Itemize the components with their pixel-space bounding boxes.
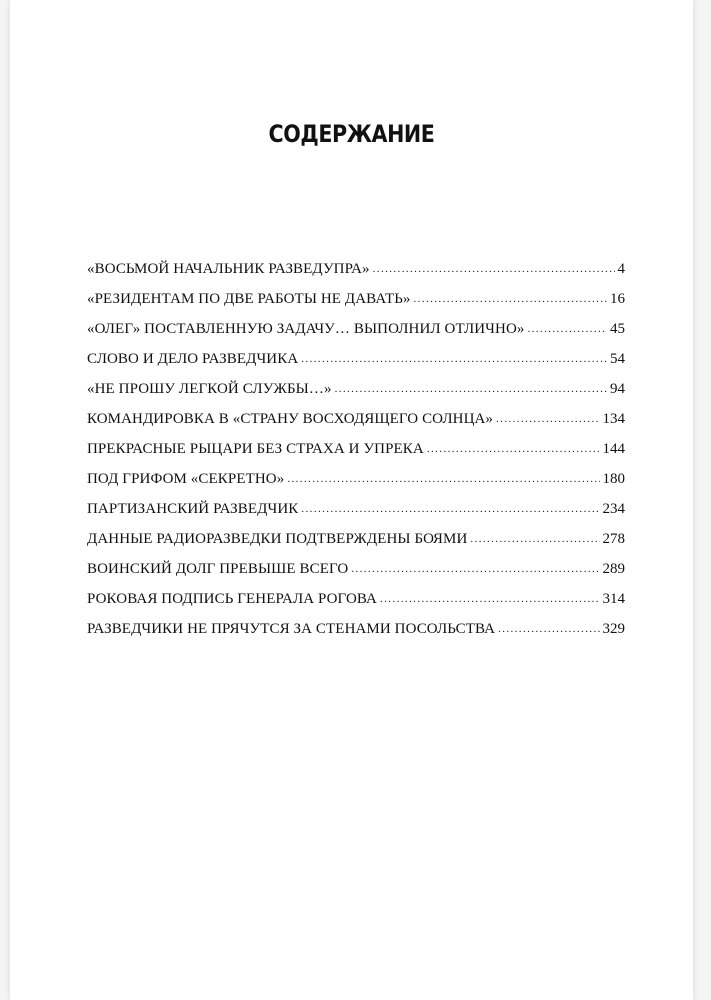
- toc-entry-title: «ВОСЬМОЙ НАЧАЛЬНИК РАЗВЕДУПРА»: [87, 261, 370, 277]
- toc-entry: [87, 411, 625, 441]
- toc-entry-title: ПАРТИЗАНСКИЙ РАЗВЕДЧИК: [87, 501, 299, 517]
- toc-entry: [87, 621, 625, 651]
- toc-entry-page: 278: [602, 531, 625, 547]
- toc-entry: [87, 591, 625, 621]
- toc-entry-title: ПОД ГРИФОМ «СЕКРЕТНО»: [87, 471, 285, 487]
- toc-leader-dots: [373, 263, 615, 275]
- toc-entry-title: СЛОВО И ДЕЛО РАЗВЕДЧИКА: [87, 351, 299, 367]
- toc-leader-dots: [335, 383, 607, 395]
- toc-entry: [87, 351, 625, 381]
- toc-entry-title: «ОЛЕГ» ПОСТАВЛЕННУЮ ЗАДАЧУ… ВЫПОЛНИЛ ОТЛИЧНО»: [87, 321, 525, 337]
- toc-leader-dots: [287, 473, 599, 485]
- toc-leader-dots: [414, 293, 607, 305]
- toc-entry-title: ВОИНСКИЙ ДОЛГ ПРЕВЫШЕ ВСЕГО: [87, 561, 349, 577]
- toc-leader-dots: [470, 533, 599, 545]
- toc-leader-dots: [496, 413, 599, 425]
- toc-leader-dots: [301, 353, 607, 365]
- toc-entry: [87, 441, 625, 471]
- toc-entry-page: 94: [610, 381, 625, 397]
- toc-entry-page: 289: [602, 561, 625, 577]
- toc-leader-dots: [351, 563, 599, 575]
- toc-entry: [87, 321, 625, 351]
- toc-entry-title: «РЕЗИДЕНТАМ ПО ДВЕ РАБОТЫ НЕ ДАВАТЬ»: [87, 291, 411, 307]
- toc-entry-title: ПРЕКРАСНЫЕ РЫЦАРИ БЕЗ СТРАХА И УПРЕКА: [87, 441, 424, 457]
- toc-entry-page: 134: [602, 411, 625, 427]
- toc-entry-page: 314: [602, 591, 625, 607]
- toc-entry-title: «НЕ ПРОШУ ЛЕГКОЙ СЛУЖБЫ…»: [87, 381, 332, 397]
- toc-entry-page: 144: [602, 441, 625, 457]
- document-page: [10, 0, 693, 1000]
- toc-entry-page: 180: [602, 471, 625, 487]
- toc-entry-title: РАЗВЕДЧИКИ НЕ ПРЯЧУТСЯ ЗА СТЕНАМИ ПОСОЛЬСТВА: [87, 621, 496, 637]
- toc-entry: [87, 561, 625, 591]
- toc-entry-title: ДАННЫЕ РАДИОРАЗВЕДКИ ПОДТВЕРЖДЕНЫ БОЯМИ: [87, 531, 468, 547]
- toc-leader-dots: [427, 443, 600, 455]
- toc-entry: [87, 261, 625, 291]
- toc-entry-title: КОМАНДИРОВКА В «СТРАНУ ВОСХОДЯЩЕГО СОЛНЦА»: [87, 411, 494, 427]
- toc-entry: [87, 501, 625, 531]
- toc-entry: [87, 291, 625, 321]
- toc-entry: [87, 531, 625, 561]
- toc-entry-page: 16: [610, 291, 625, 307]
- toc-entry-page: 45: [610, 321, 625, 337]
- toc-entry-title: РОКОВАЯ ПОДПИСЬ ГЕНЕРАЛА РОГОВА: [87, 591, 377, 607]
- toc-leader-dots: [301, 503, 599, 515]
- toc-entry-page: 329: [602, 621, 625, 637]
- toc-leader-dots: [527, 323, 607, 335]
- toc-entry-page: 54: [610, 351, 625, 367]
- toc-entry-page: 234: [602, 501, 625, 517]
- toc-leader-dots: [498, 623, 599, 635]
- toc-entry-page: 4: [617, 261, 625, 277]
- table-of-contents: [87, 261, 625, 651]
- toc-entry: [87, 471, 625, 501]
- page-title: СОДЕРЖАНИЕ: [268, 120, 435, 148]
- toc-entry: [87, 381, 625, 411]
- toc-leader-dots: [380, 593, 600, 605]
